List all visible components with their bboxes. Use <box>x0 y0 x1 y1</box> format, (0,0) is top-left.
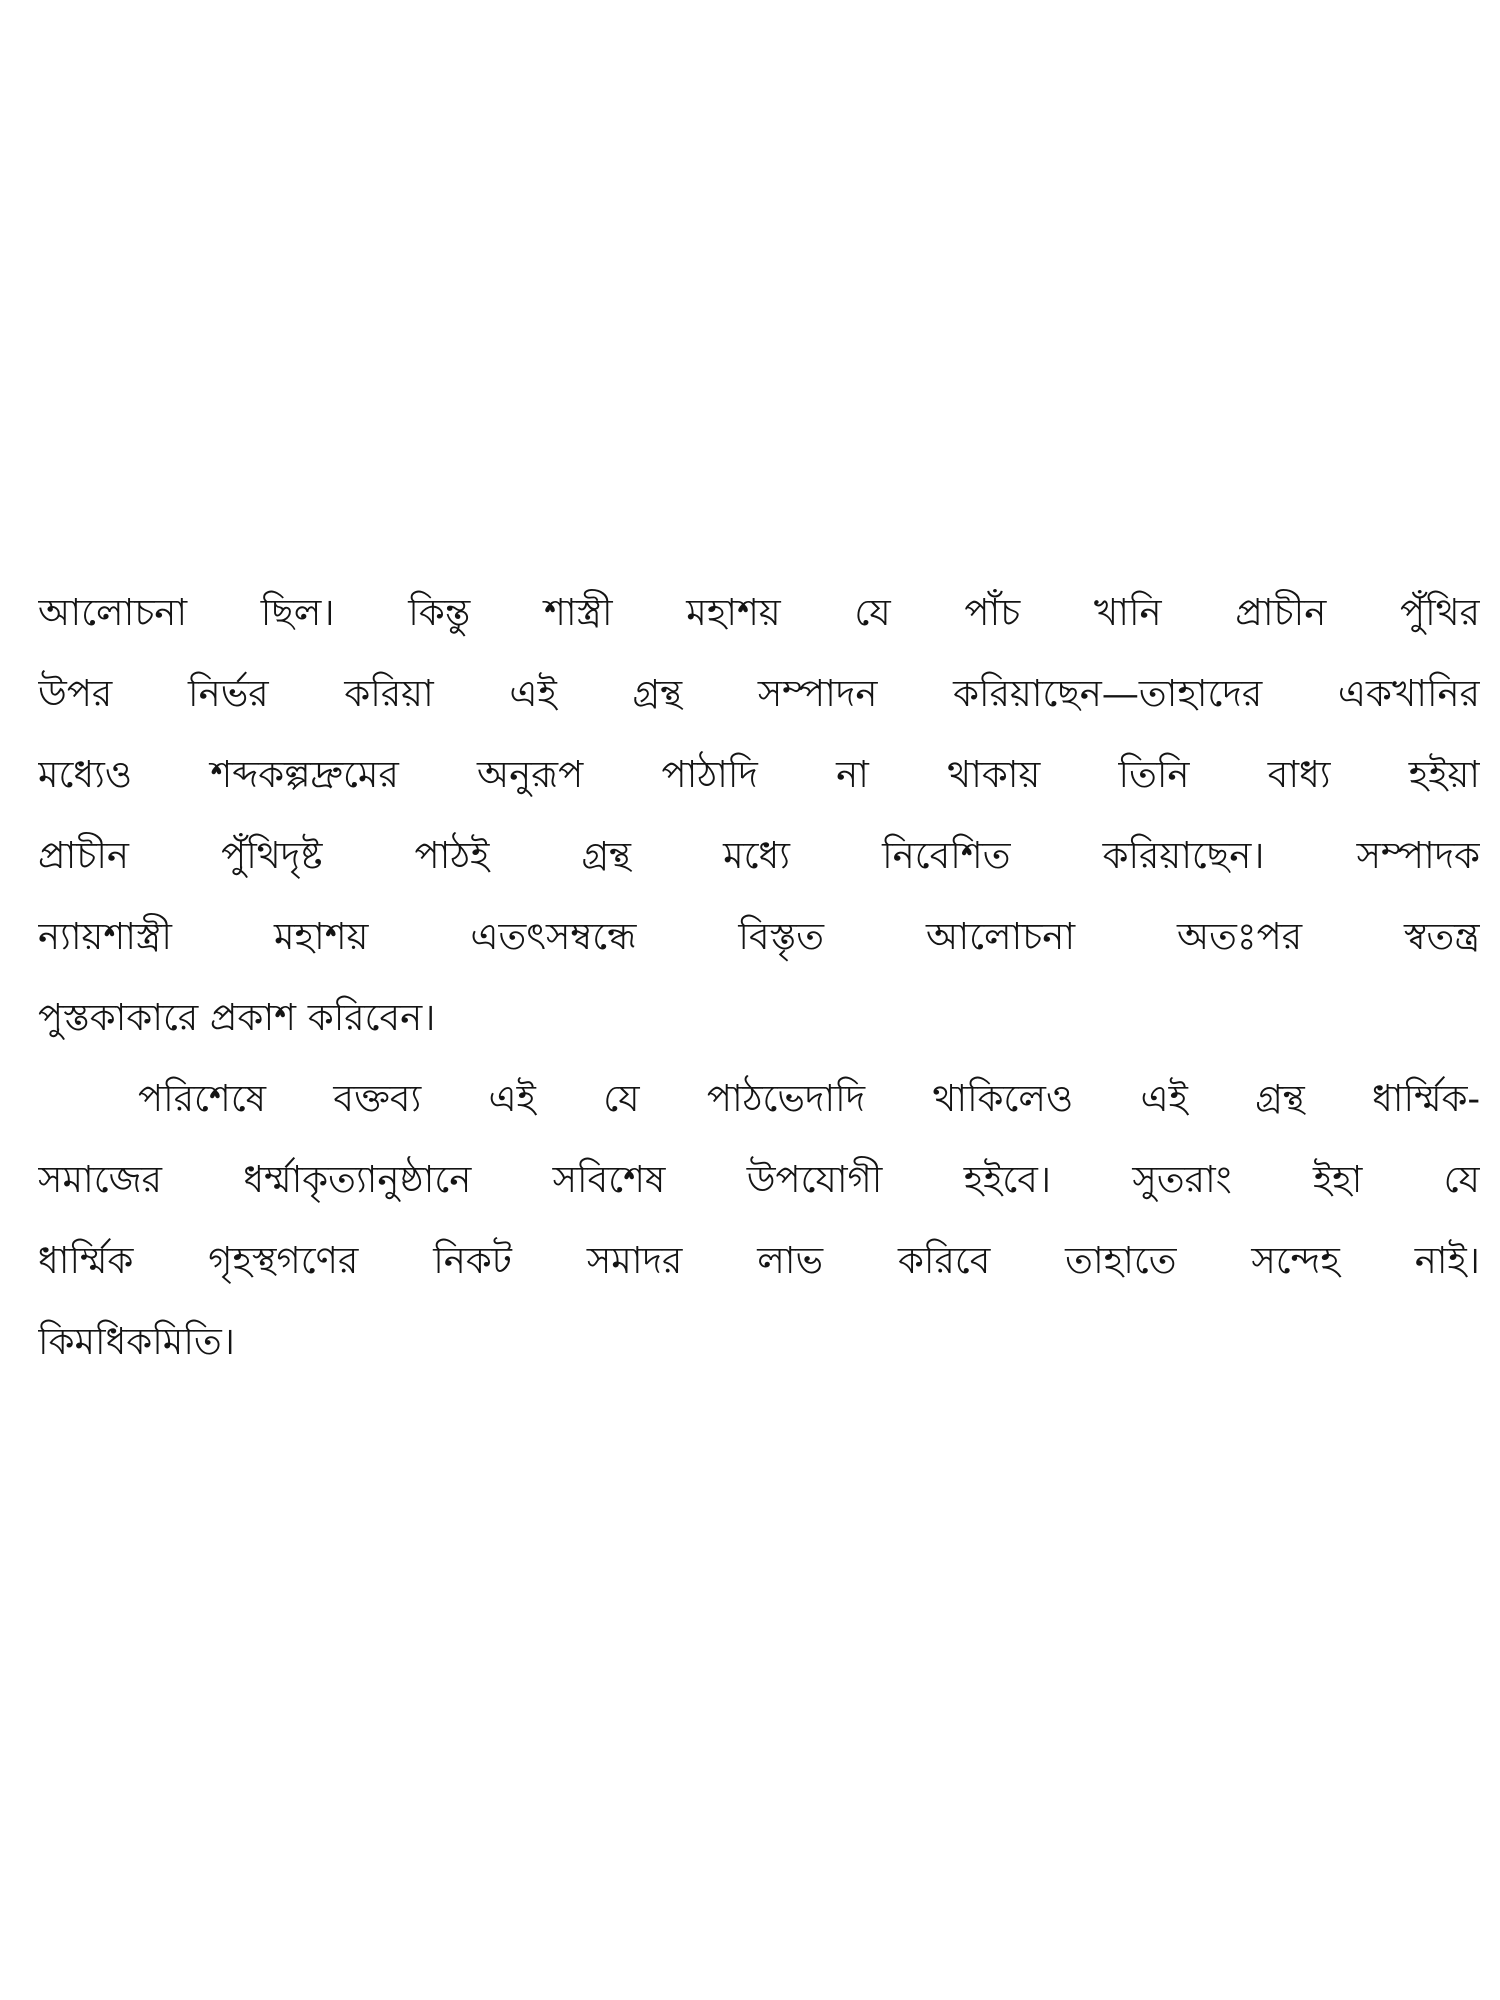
text-line: মধ্যেও শব্দকল্পদ্রুমের অনুরূপ পাঠাদি না থাকায় তিনি বাধ্য হইয়া <box>38 753 1480 796</box>
body-text <box>38 572 1480 1382</box>
text-line: ন্যায়শাস্ত্রী মহাশয় এতৎসম্বন্ধে বিস্তৃত আলোচনা অতঃপর স্বতন্ত্র <box>38 915 1480 958</box>
text-line: সমাজের ধর্ম্মাকৃত্যানুষ্ঠানে সবিশেষ উপযোগী হইবে। সুতরাং ইহা যে <box>38 1158 1480 1201</box>
paragraph-2 <box>38 1058 1480 1382</box>
text-line: পরিশেষে বক্তব্য এই যে পাঠভেদাদি থাকিলেও এই গ্রন্থ ধার্ম্মিক- <box>138 1077 1480 1120</box>
text-line: উপর নির্ভর করিয়া এই গ্রন্থ সম্পাদন করিয়াছেন—তাহাদের একখানির <box>38 672 1480 715</box>
text-line: ধার্ম্মিক গৃহস্থগণের নিকট সমাদর লাভ করিবে তাহাতে সন্দেহ নাই। <box>38 1239 1480 1282</box>
text-line: প্রাচীন পুঁথিদৃষ্ট পাঠই গ্রন্থ মধ্যে নিবেশিত করিয়াছেন। সম্পাদক <box>38 834 1480 877</box>
text-line: কিমধিকমিতি। <box>38 1320 235 1363</box>
paragraph-1 <box>38 572 1480 1058</box>
text-line: পুস্তকাকারে প্রকাশ করিবেন। <box>38 996 436 1039</box>
text-line: আলোচনা ছিল। কিন্তু শাস্ত্রী মহাশয় যে পাঁচ খানি প্রাচীন পুঁথির <box>38 591 1480 634</box>
